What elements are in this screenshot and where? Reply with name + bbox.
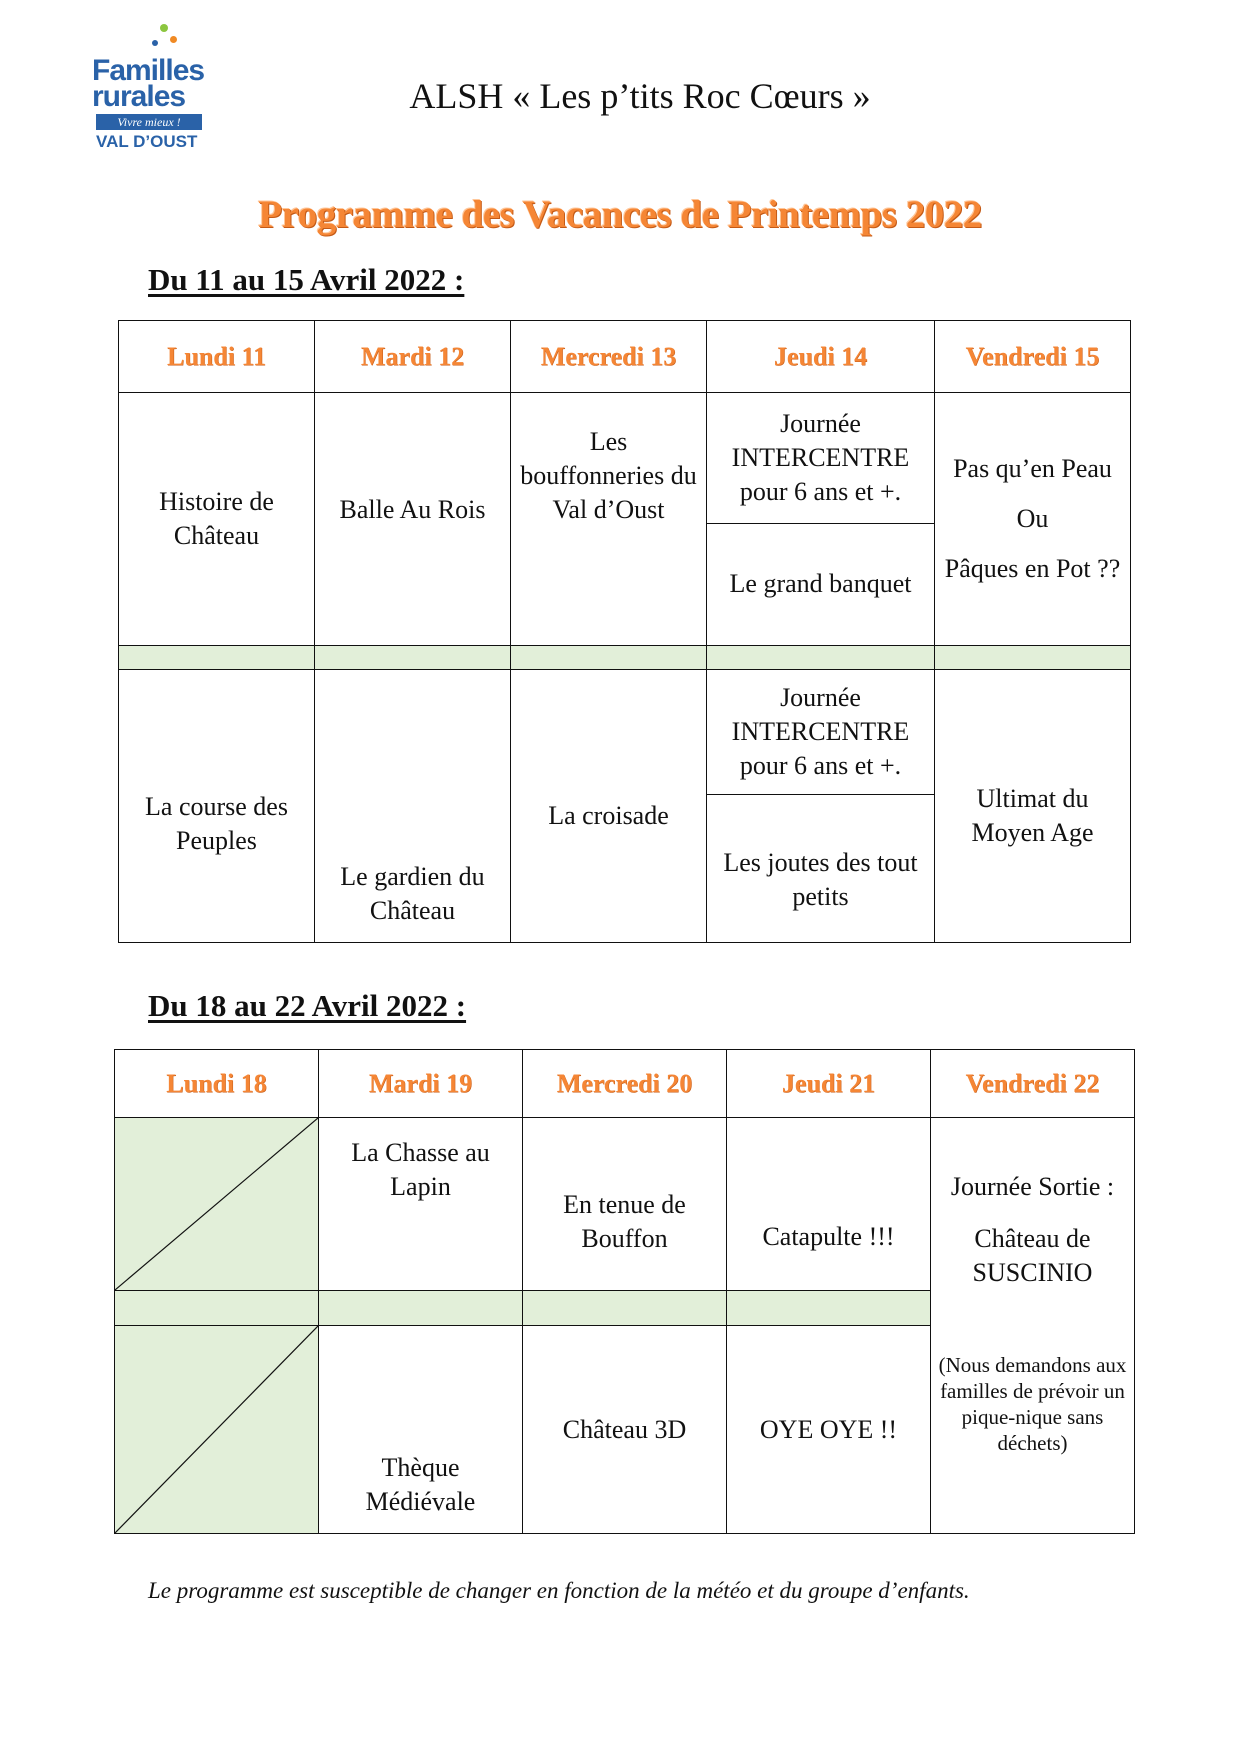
activity-cell	[119, 670, 315, 943]
day-header: Vendredi 22	[931, 1050, 1135, 1118]
separator-cell	[511, 646, 707, 670]
activity-text: Les bouffonneries du Val d’Oust	[520, 427, 697, 524]
activity-text: Ou	[1016, 504, 1049, 533]
day-header: Jeudi 21	[727, 1050, 931, 1118]
activity-cell: OYE OYE !!	[727, 1326, 931, 1534]
diagonal-strike-icon	[115, 1118, 318, 1290]
logo-text-line3: VAL D’OUST	[96, 132, 198, 151]
outing-title: Journée Sortie :	[950, 1172, 1115, 1201]
activity-cell-split	[707, 393, 935, 646]
activity-text: Ultimat du Moyen Age	[971, 784, 1094, 847]
outing-note: (Nous demandons aux familles de prévoir un pique-nique sans déchets)	[938, 1353, 1127, 1455]
activity-cell: Château 3D	[523, 1326, 727, 1534]
activity-cell	[727, 1118, 931, 1291]
activity-cell: Histoire de Château	[119, 393, 315, 646]
activity-cell: Le gardien du Château	[315, 670, 511, 943]
outing-place: Château de SUSCINIO	[972, 1224, 1093, 1287]
activity-text: La course des Peuples	[145, 792, 288, 855]
activity-cell	[315, 393, 511, 646]
week2-schedule-table	[114, 1049, 1135, 1534]
logo-text-line2: rurales	[92, 80, 186, 113]
activity-cell-split	[707, 670, 935, 943]
day-header: Lundi 11	[119, 321, 315, 393]
separator-cell	[319, 1291, 523, 1326]
day-header: Lundi 18	[115, 1050, 319, 1118]
activity-text: Les joutes des tout petits	[723, 848, 918, 911]
day-header: Vendredi 15	[935, 321, 1131, 393]
familles-rurales-logo	[92, 22, 212, 152]
activity-cell: La Chasse au Lapin	[319, 1118, 523, 1291]
day-header: Mardi 19	[319, 1050, 523, 1118]
activity-text: En tenue de Bouffon	[563, 1190, 686, 1253]
week2-title: Du 18 au 22 Avril 2022 :	[148, 988, 467, 1023]
week1-schedule-table	[118, 320, 1131, 943]
activity-text: Journée INTERCENTRE pour 6 ans et +.	[707, 671, 934, 795]
closed-day-cell	[115, 1118, 319, 1291]
separator-cell	[119, 646, 315, 670]
program-title: Programme des Vacances de Printemps 2022	[258, 193, 982, 236]
activity-text: Catapulte !!!	[762, 1222, 895, 1251]
activity-cell	[523, 1118, 727, 1291]
separator-cell	[935, 646, 1131, 670]
diagonal-strike-icon	[115, 1326, 318, 1533]
footer-note: Le programme est susceptible de changer en fonction de la météo et du groupe d’enfants.	[148, 1578, 970, 1603]
separator-cell	[315, 646, 511, 670]
outing-cell	[931, 1118, 1135, 1534]
week2-morning-row	[115, 1118, 1135, 1291]
separator-cell	[523, 1291, 727, 1326]
activity-cell: Thèque Médiévale	[319, 1326, 523, 1534]
activity-text: Journée INTERCENTRE pour 6 ans et +.	[707, 394, 934, 524]
activity-text: Le grand banquet	[729, 569, 912, 598]
day-header: Jeudi 14	[707, 321, 935, 393]
week1-afternoon-row	[119, 670, 1131, 943]
day-header: Mardi 12	[315, 321, 511, 393]
week1-title: Du 11 au 15 Avril 2022 :	[148, 262, 465, 297]
activity-text: Pâques en Pot ??	[944, 554, 1121, 583]
separator-cell	[115, 1291, 319, 1326]
week1-morning-row	[119, 393, 1131, 646]
closed-day-cell	[115, 1326, 319, 1534]
day-header: Mercredi 13	[511, 321, 707, 393]
site-title: ALSH « Les p’tits Roc Cœurs »	[409, 76, 871, 116]
logo-tagline: Vivre mieux !	[96, 114, 202, 130]
day-header: Mercredi 20	[523, 1050, 727, 1118]
activity-cell	[511, 393, 707, 646]
activity-text: Balle Au Rois	[339, 495, 486, 524]
activity-text: Pas qu’en Peau	[953, 454, 1112, 483]
activity-cell	[935, 393, 1131, 646]
logo-text-line1: Familles	[92, 54, 205, 87]
activity-cell	[511, 670, 707, 943]
lunch-separator-row	[119, 646, 1131, 670]
separator-cell	[707, 646, 935, 670]
week2-header-row	[115, 1050, 1135, 1118]
activity-cell	[935, 670, 1131, 943]
week1-header-row	[119, 321, 1131, 393]
logo-dot-icon	[160, 24, 168, 32]
logo-dot-icon	[170, 36, 177, 43]
separator-cell	[727, 1291, 931, 1326]
logo-dot-icon	[152, 40, 158, 46]
activity-text: La croisade	[548, 801, 669, 830]
